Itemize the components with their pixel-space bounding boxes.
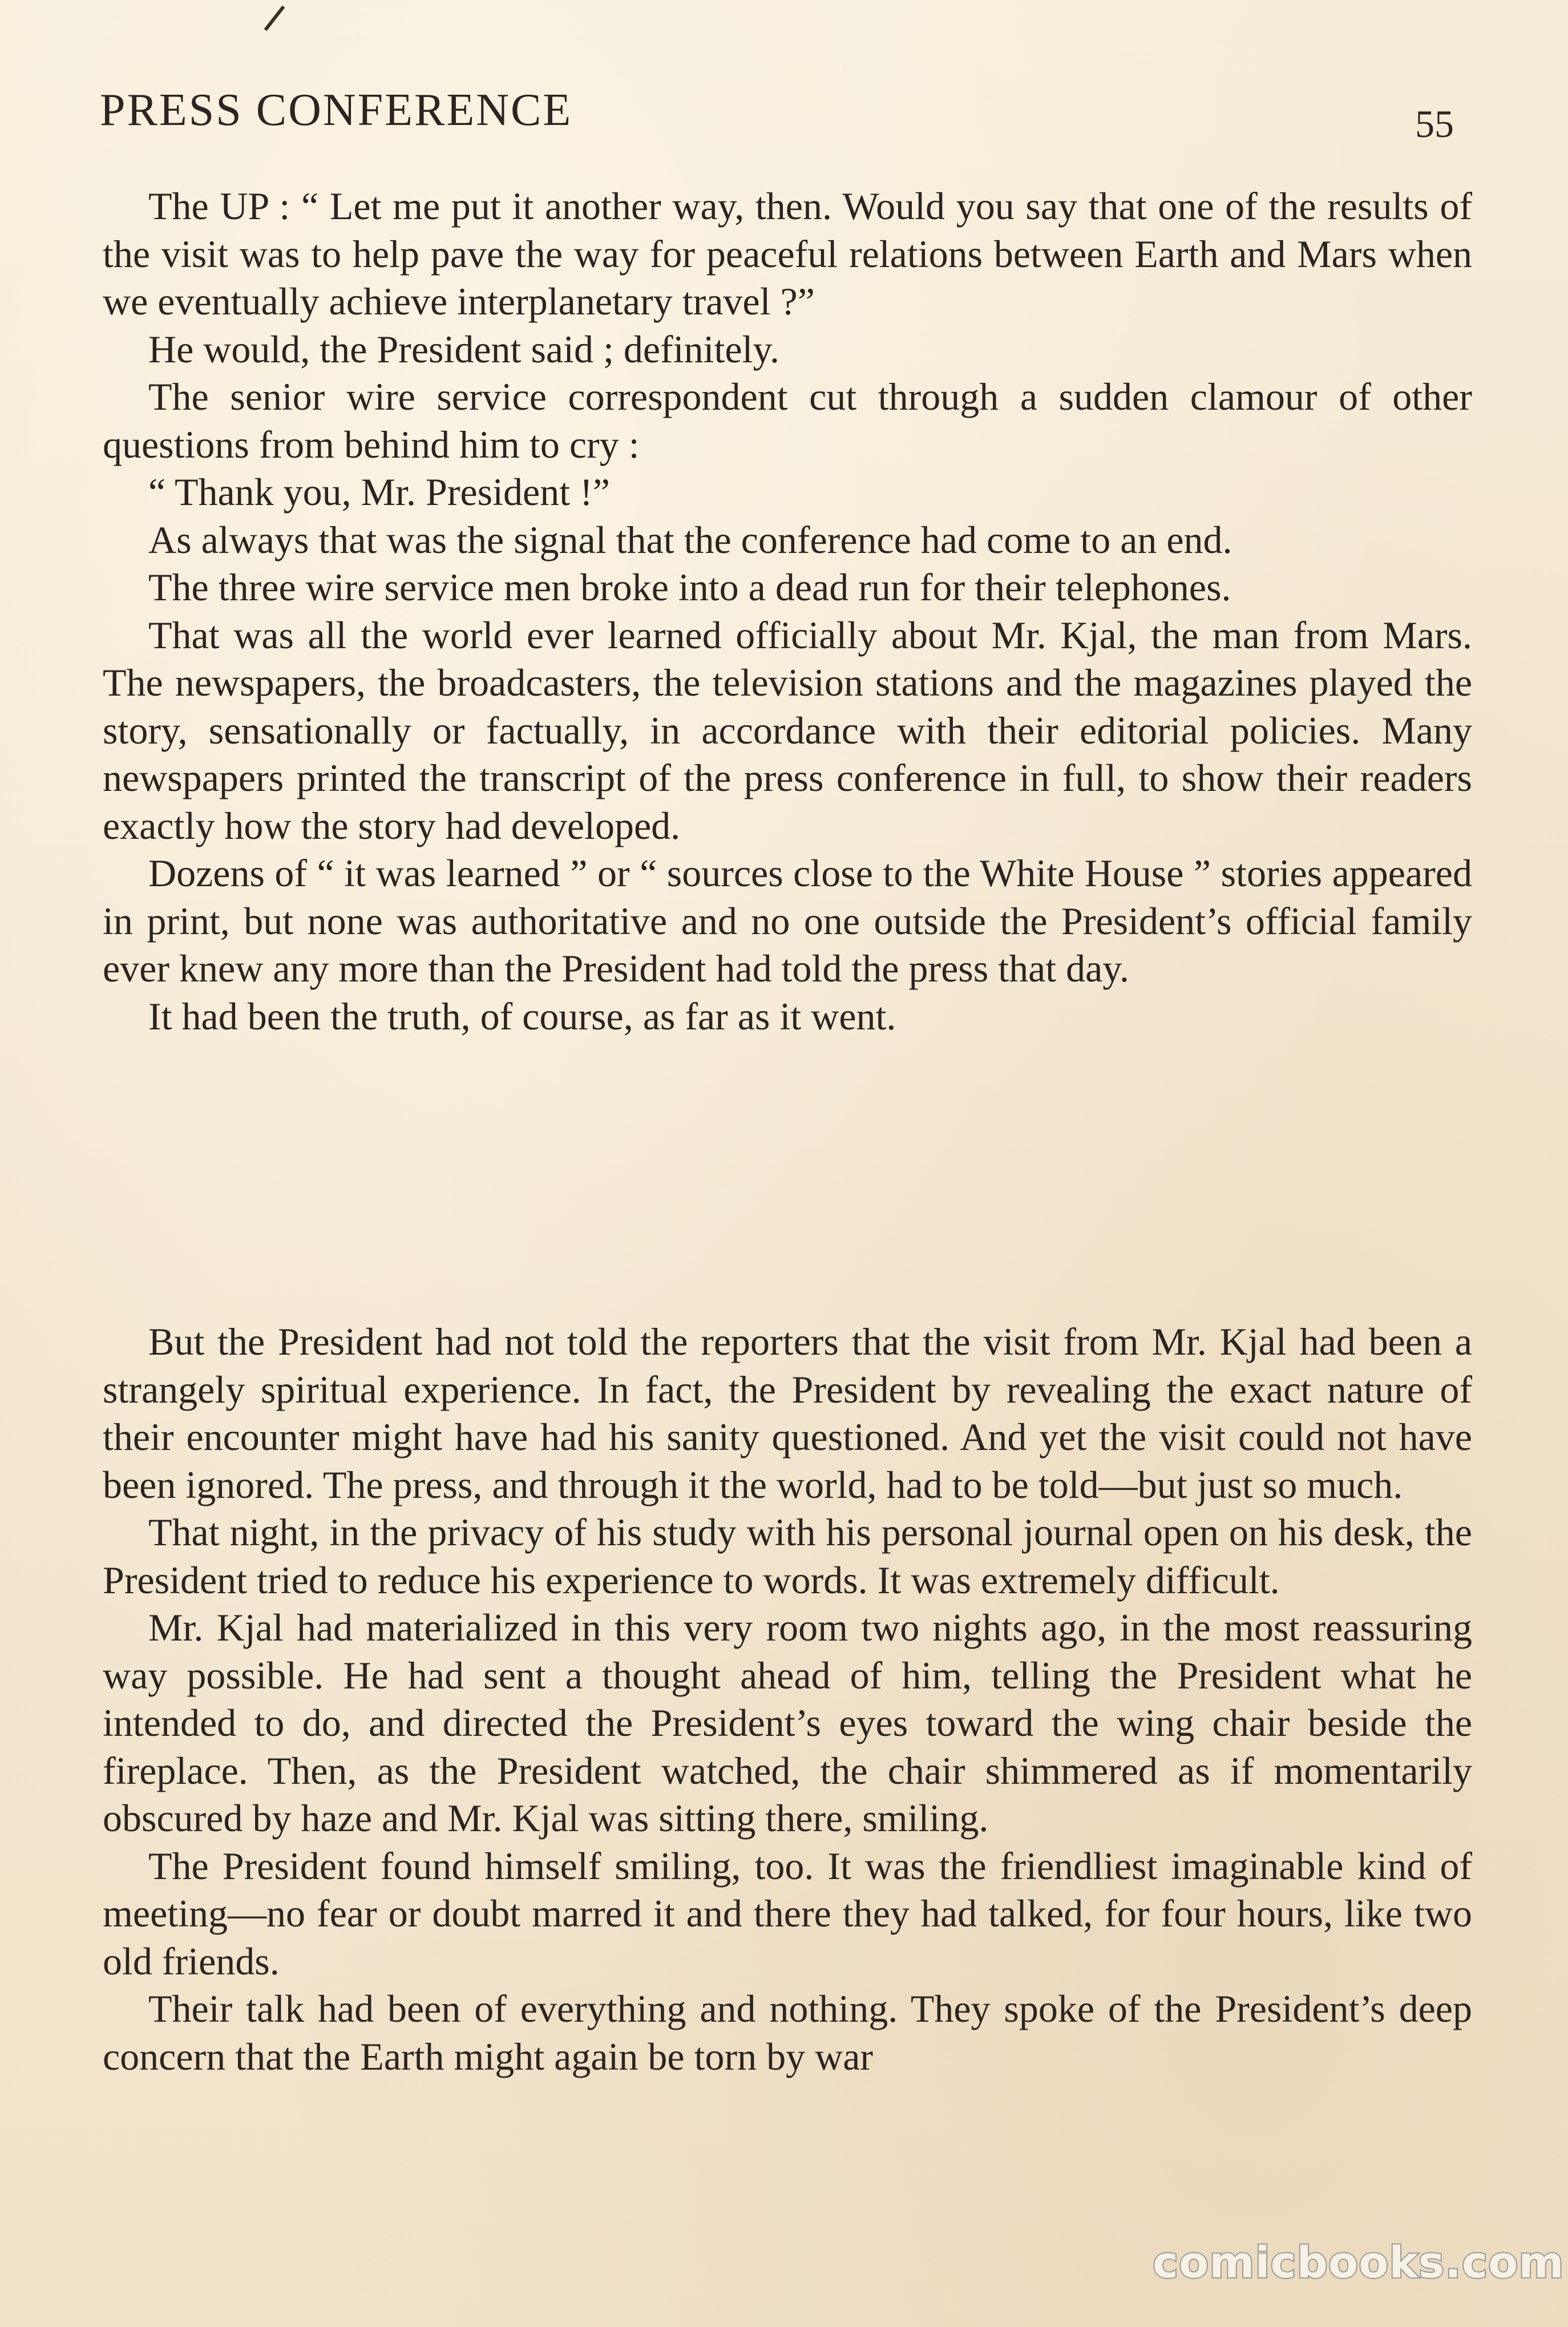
paragraph: That was all the world ever learned officially about Mr. Kjal, the man from Mars. The newspapers, the broadcasters, the television stations and the magazines played the story, sensationally or factually, in accordance with their editorial policies. Many newspapers printed the transcript of the press conference in full, to show their readers exactly how the story had developed. bbox=[103, 613, 1472, 847]
pencil-tick-mark bbox=[264, 6, 285, 31]
paragraph: The three wire service men broke into a dead run for their telephones. bbox=[148, 565, 1231, 609]
paragraph: Their talk had been of everything and nothing. They spoke of the President’s deep concern that the Earth might again be torn by war bbox=[103, 1987, 1472, 2078]
text-section-2 bbox=[103, 1318, 1472, 2080]
paragraph: The senior wire service correspondent cut through a sudden clamour of other questions from behind him to cry : bbox=[103, 375, 1472, 466]
watermark: comicbooks.com bbox=[1153, 2237, 1565, 2288]
paragraph: “ Thank you, Mr. President !” bbox=[148, 470, 610, 514]
paragraph: The President found himself smiling, too. It was the friendliest imaginable kind of meeting—no fear or doubt marred it and there they had talked, for four hours, like two old friends. bbox=[103, 1844, 1472, 1983]
running-head: PRESS CONFERENCE bbox=[100, 85, 573, 135]
paragraph: He would, the President said ; definitely. bbox=[148, 327, 780, 371]
paragraph: It had been the truth, of course, as far as it went. bbox=[148, 994, 896, 1038]
text-section-1 bbox=[103, 183, 1472, 1040]
paragraph: Mr. Kjal had materialized in this very room two nights ago, in the most reassuring way possible. He had sent a thought ahead of him, telling the President what he intended to do, and directed the President’s eyes toward the wing chair beside the fireplace. Then, as the President watched, the chair shimmered as if momentarily obscured by haze and Mr. Kjal was sitting there, smiling. bbox=[103, 1606, 1472, 1840]
paragraph: But the President had not told the reporters that the visit from Mr. Kjal had been a strangely spiritual experience. In fact, the President by revealing the exact nature of their encounter might have had his sanity questioned. And yet the visit could not have been ignored. The press, and through it the world, had to be told—but just so much. bbox=[103, 1320, 1472, 1506]
paragraph: Dozens of “ it was learned ” or “ sources close to the White House ” stories appeared in print, but none was authoritative and no one outside the President’s official family ever knew any more than the President had told the press that day. bbox=[103, 851, 1472, 990]
page-number: 55 bbox=[1415, 102, 1454, 146]
paragraph: That night, in the privacy of his study with his personal journal open on his desk, the President tried to reduce his experience to words. It was extremely difficult. bbox=[103, 1510, 1472, 1602]
paragraph: As always that was the signal that the conference had come to an end. bbox=[148, 518, 1232, 561]
paragraph: The UP : “ Let me put it another way, then. Would you say that one of the results of the visit was to help pave the way for peaceful relations between Earth and Mars when we eventually achieve interplanetary travel ?” bbox=[103, 184, 1472, 323]
